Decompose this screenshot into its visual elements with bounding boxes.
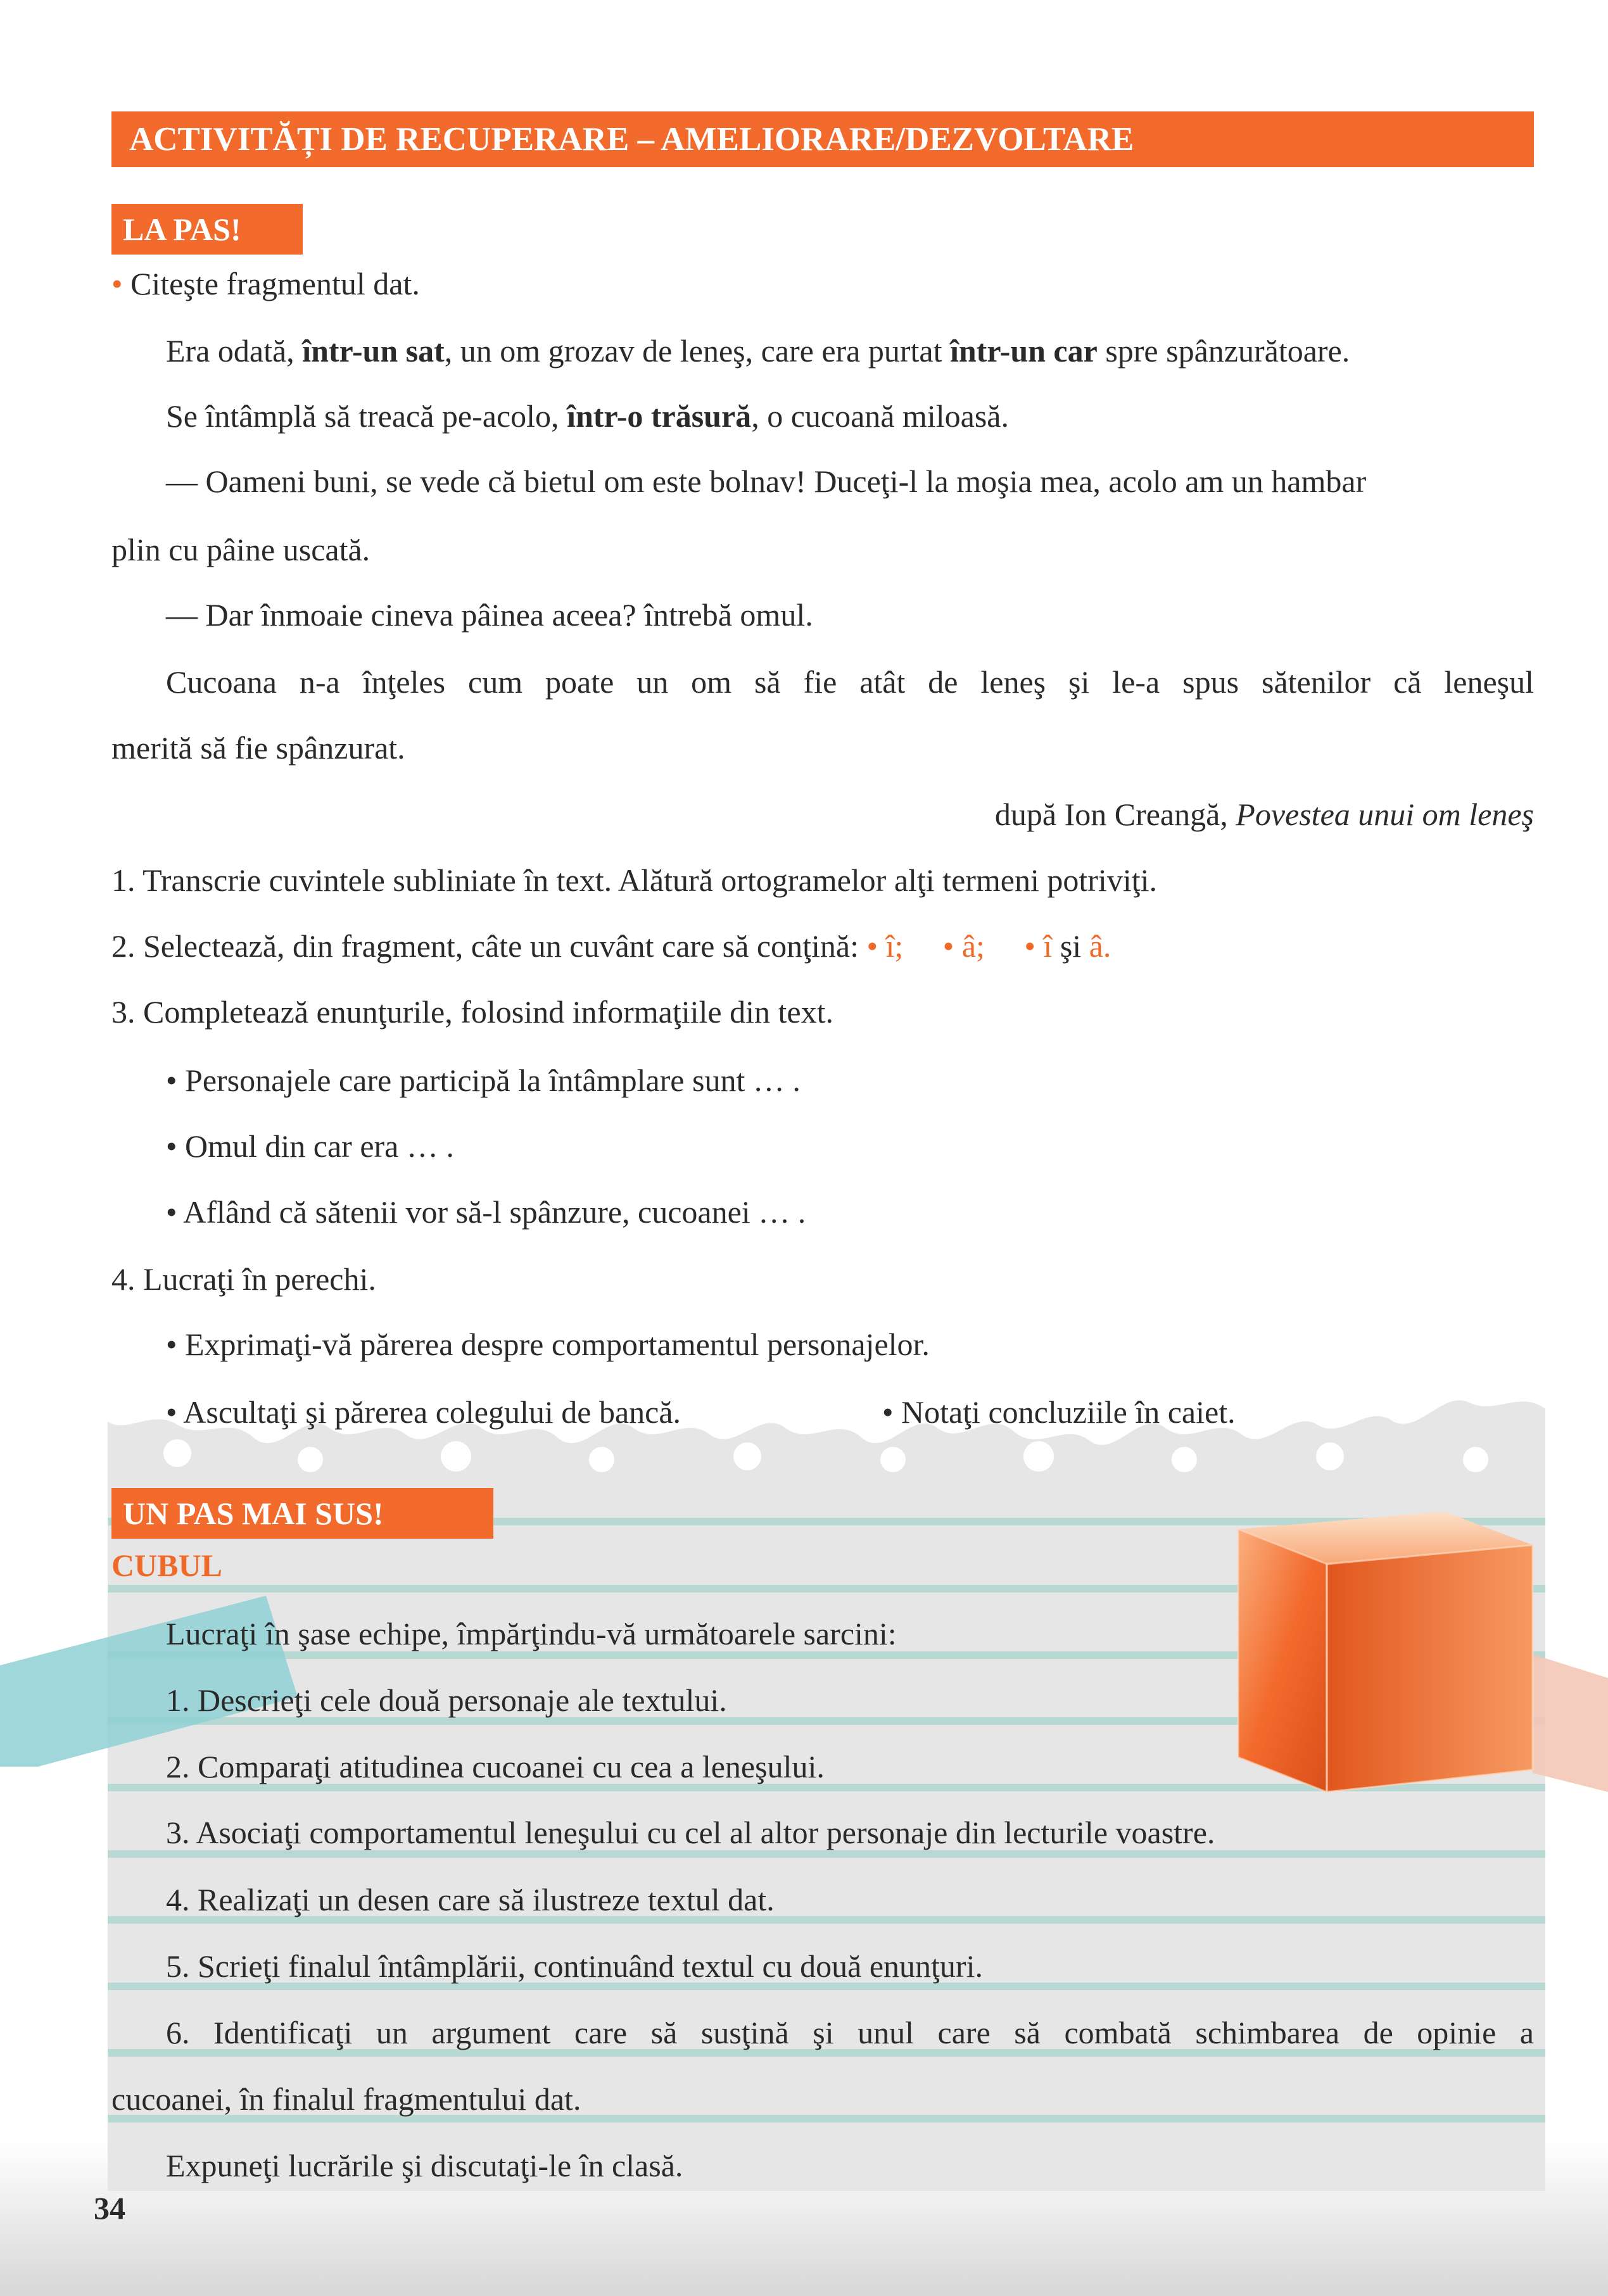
closing-instruction <box>166 2147 683 2185</box>
un-pas-mai-sus-label: UN PAS MAI SUS! <box>123 1496 384 1531</box>
ortogram: într-un sat <box>302 333 445 369</box>
bullet-icon: • <box>166 1327 177 1362</box>
task-text: 6. Identificaţi un argument care să susţină şi unul care să combată schimbarea de opinie a <box>166 2015 1534 2050</box>
bullet-icon: • <box>166 1063 177 1098</box>
text-run: spre spânzurătoare. <box>1097 333 1350 369</box>
question-1 <box>111 861 1157 899</box>
question-3 <box>111 993 833 1031</box>
closing-text: Expuneţi lucrările şi discutaţi-le în clasă. <box>166 2148 683 2183</box>
fragment-paragraph-5 <box>166 663 1534 701</box>
text-run: merită să fie spânzurat. <box>111 730 405 766</box>
item-text: Personajele care participă la întâmplare sunt … . <box>185 1063 801 1098</box>
fragment-paragraph-3-continued <box>111 531 370 569</box>
task-item <box>166 1947 983 1985</box>
question-4-item <box>166 1325 930 1363</box>
item-text: Exprimaţi-vă părerea despre comportamentul personajelor. <box>185 1327 930 1362</box>
ortogram: într-o trăsură <box>567 398 752 434</box>
question-text: 3. Completează enunţurile, folosind informaţiile din text. <box>111 994 833 1030</box>
question-3-item <box>166 1193 806 1231</box>
cubul-title <box>111 1546 222 1584</box>
task-text: 3. Asociaţi comportamentul leneşului cu cel al altor personaje din lecturile voastre. <box>166 1815 1215 1850</box>
task-text: 5. Scrieţi finalul întâmplării, continuând textul cu două enunţuri. <box>166 1948 983 1984</box>
question-4 <box>111 1260 376 1298</box>
text-run: şi <box>1052 928 1089 964</box>
page-number-text: 34 <box>94 2190 125 2226</box>
item-text: Ascultaţi şi părerea colegului de bancă. <box>183 1394 681 1430</box>
bullet-icon: • <box>882 1394 894 1430</box>
question-text: 2. Selectează, din fragment, câte un cuvânt care să conţină: <box>111 928 859 964</box>
source-title: Povestea unui om leneş <box>1236 797 1534 832</box>
title-text: CUBUL <box>111 1548 223 1583</box>
bullet-icon: • <box>166 1194 177 1230</box>
ortogram: într-un car <box>949 333 1098 369</box>
cube-illustration <box>1235 1510 1539 1798</box>
fragment-paragraph-4 <box>166 596 813 634</box>
bullet-icon: • <box>166 1394 177 1430</box>
task-text: 1. Descrieţi cele două personaje ale textului. <box>166 1682 727 1718</box>
question-3-item <box>166 1061 801 1099</box>
task-item <box>166 2014 1534 2052</box>
question-text: 1. Transcrie cuvintele subliniate în text. Alătură ortogramelor alţi termeni potriviţi. <box>111 862 1158 898</box>
task-item <box>166 1813 1215 1851</box>
task-item <box>166 1748 825 1786</box>
text-run: , o cucoană miloasă. <box>751 398 1009 434</box>
item-text: Omul din car era … . <box>185 1128 454 1164</box>
intro-text: Lucraţi în şase echipe, împărţindu-vă următoarele sarcini: <box>166 1616 897 1651</box>
task-text: 4. Realizaţi un desen care să ilustreze textul dat. <box>166 1882 775 1917</box>
source-attribution <box>995 795 1534 833</box>
option-i: î; <box>885 928 904 964</box>
question-4-item <box>882 1393 1236 1431</box>
option-i-and-a: â. <box>1089 928 1111 964</box>
bullet-icon: • <box>942 928 954 964</box>
item-text: Aflând că sătenii vor să-l spânzure, cucoanei … . <box>183 1194 806 1230</box>
option-a: â; <box>961 928 985 964</box>
cubul-intro <box>166 1615 897 1653</box>
text-run: Se întâmplă să treacă pe-acolo, <box>166 398 567 434</box>
instruction <box>111 265 420 303</box>
question-2 <box>111 927 1111 965</box>
question-text: 4. Lucraţi în perechi. <box>111 1261 376 1297</box>
text-run: , un om grozav de leneş, care era purtat <box>444 333 950 369</box>
source-author: după Ion Creangă, <box>994 797 1236 832</box>
banner-title: ACTIVITĂȚI DE RECUPERARE – AMELIORARE/DEZVOLTARE <box>129 121 1134 158</box>
fragment-paragraph-1 <box>166 332 1350 370</box>
fragment-paragraph-2 <box>166 397 1009 435</box>
task-text: 2. Comparaţi atitudinea cucoanei cu cea a leneşului. <box>166 1749 825 1784</box>
item-text: Notaţi concluziile în caiet. <box>901 1394 1236 1430</box>
text-run: — Dar înmoaie cineva pâinea aceea? întrebă omul. <box>166 597 813 633</box>
question-4-item <box>166 1393 681 1431</box>
text-run: — Oameni buni, se vede că bietul om este bolnav! Duceţi-l la moşia mea, acolo am un hambar <box>166 464 1367 499</box>
bullet-icon: • <box>111 266 123 301</box>
task-item <box>166 1681 727 1719</box>
la-pas-tag <box>111 204 303 255</box>
task-item-continued <box>111 2080 581 2118</box>
task-text: cucoanei, în finalul fragmentului dat. <box>111 2081 581 2117</box>
task-item <box>166 1881 775 1919</box>
text-run: Era odată, <box>166 333 303 369</box>
un-pas-mai-sus-tag <box>111 1488 493 1539</box>
question-3-item <box>166 1127 454 1165</box>
fragment-paragraph-3 <box>166 462 1366 500</box>
la-pas-label: LA PAS! <box>123 211 241 247</box>
instruction-text: Citeşte fragmentul dat. <box>130 266 420 301</box>
bullet-icon: • <box>1024 928 1035 964</box>
bullet-icon: • <box>866 928 878 964</box>
text-run: Cucoana n-a înţeles cum poate un om să fie atât de leneş şi le-a spus sătenilor că leneşul <box>166 664 1534 700</box>
bullet-icon: • <box>166 1128 177 1164</box>
fragment-paragraph-5-continued <box>111 729 405 767</box>
option-i-and-a: î <box>1043 928 1053 964</box>
section-banner <box>111 111 1534 167</box>
page-number <box>94 2189 125 2227</box>
text-run: plin cu pâine uscată. <box>111 532 370 567</box>
